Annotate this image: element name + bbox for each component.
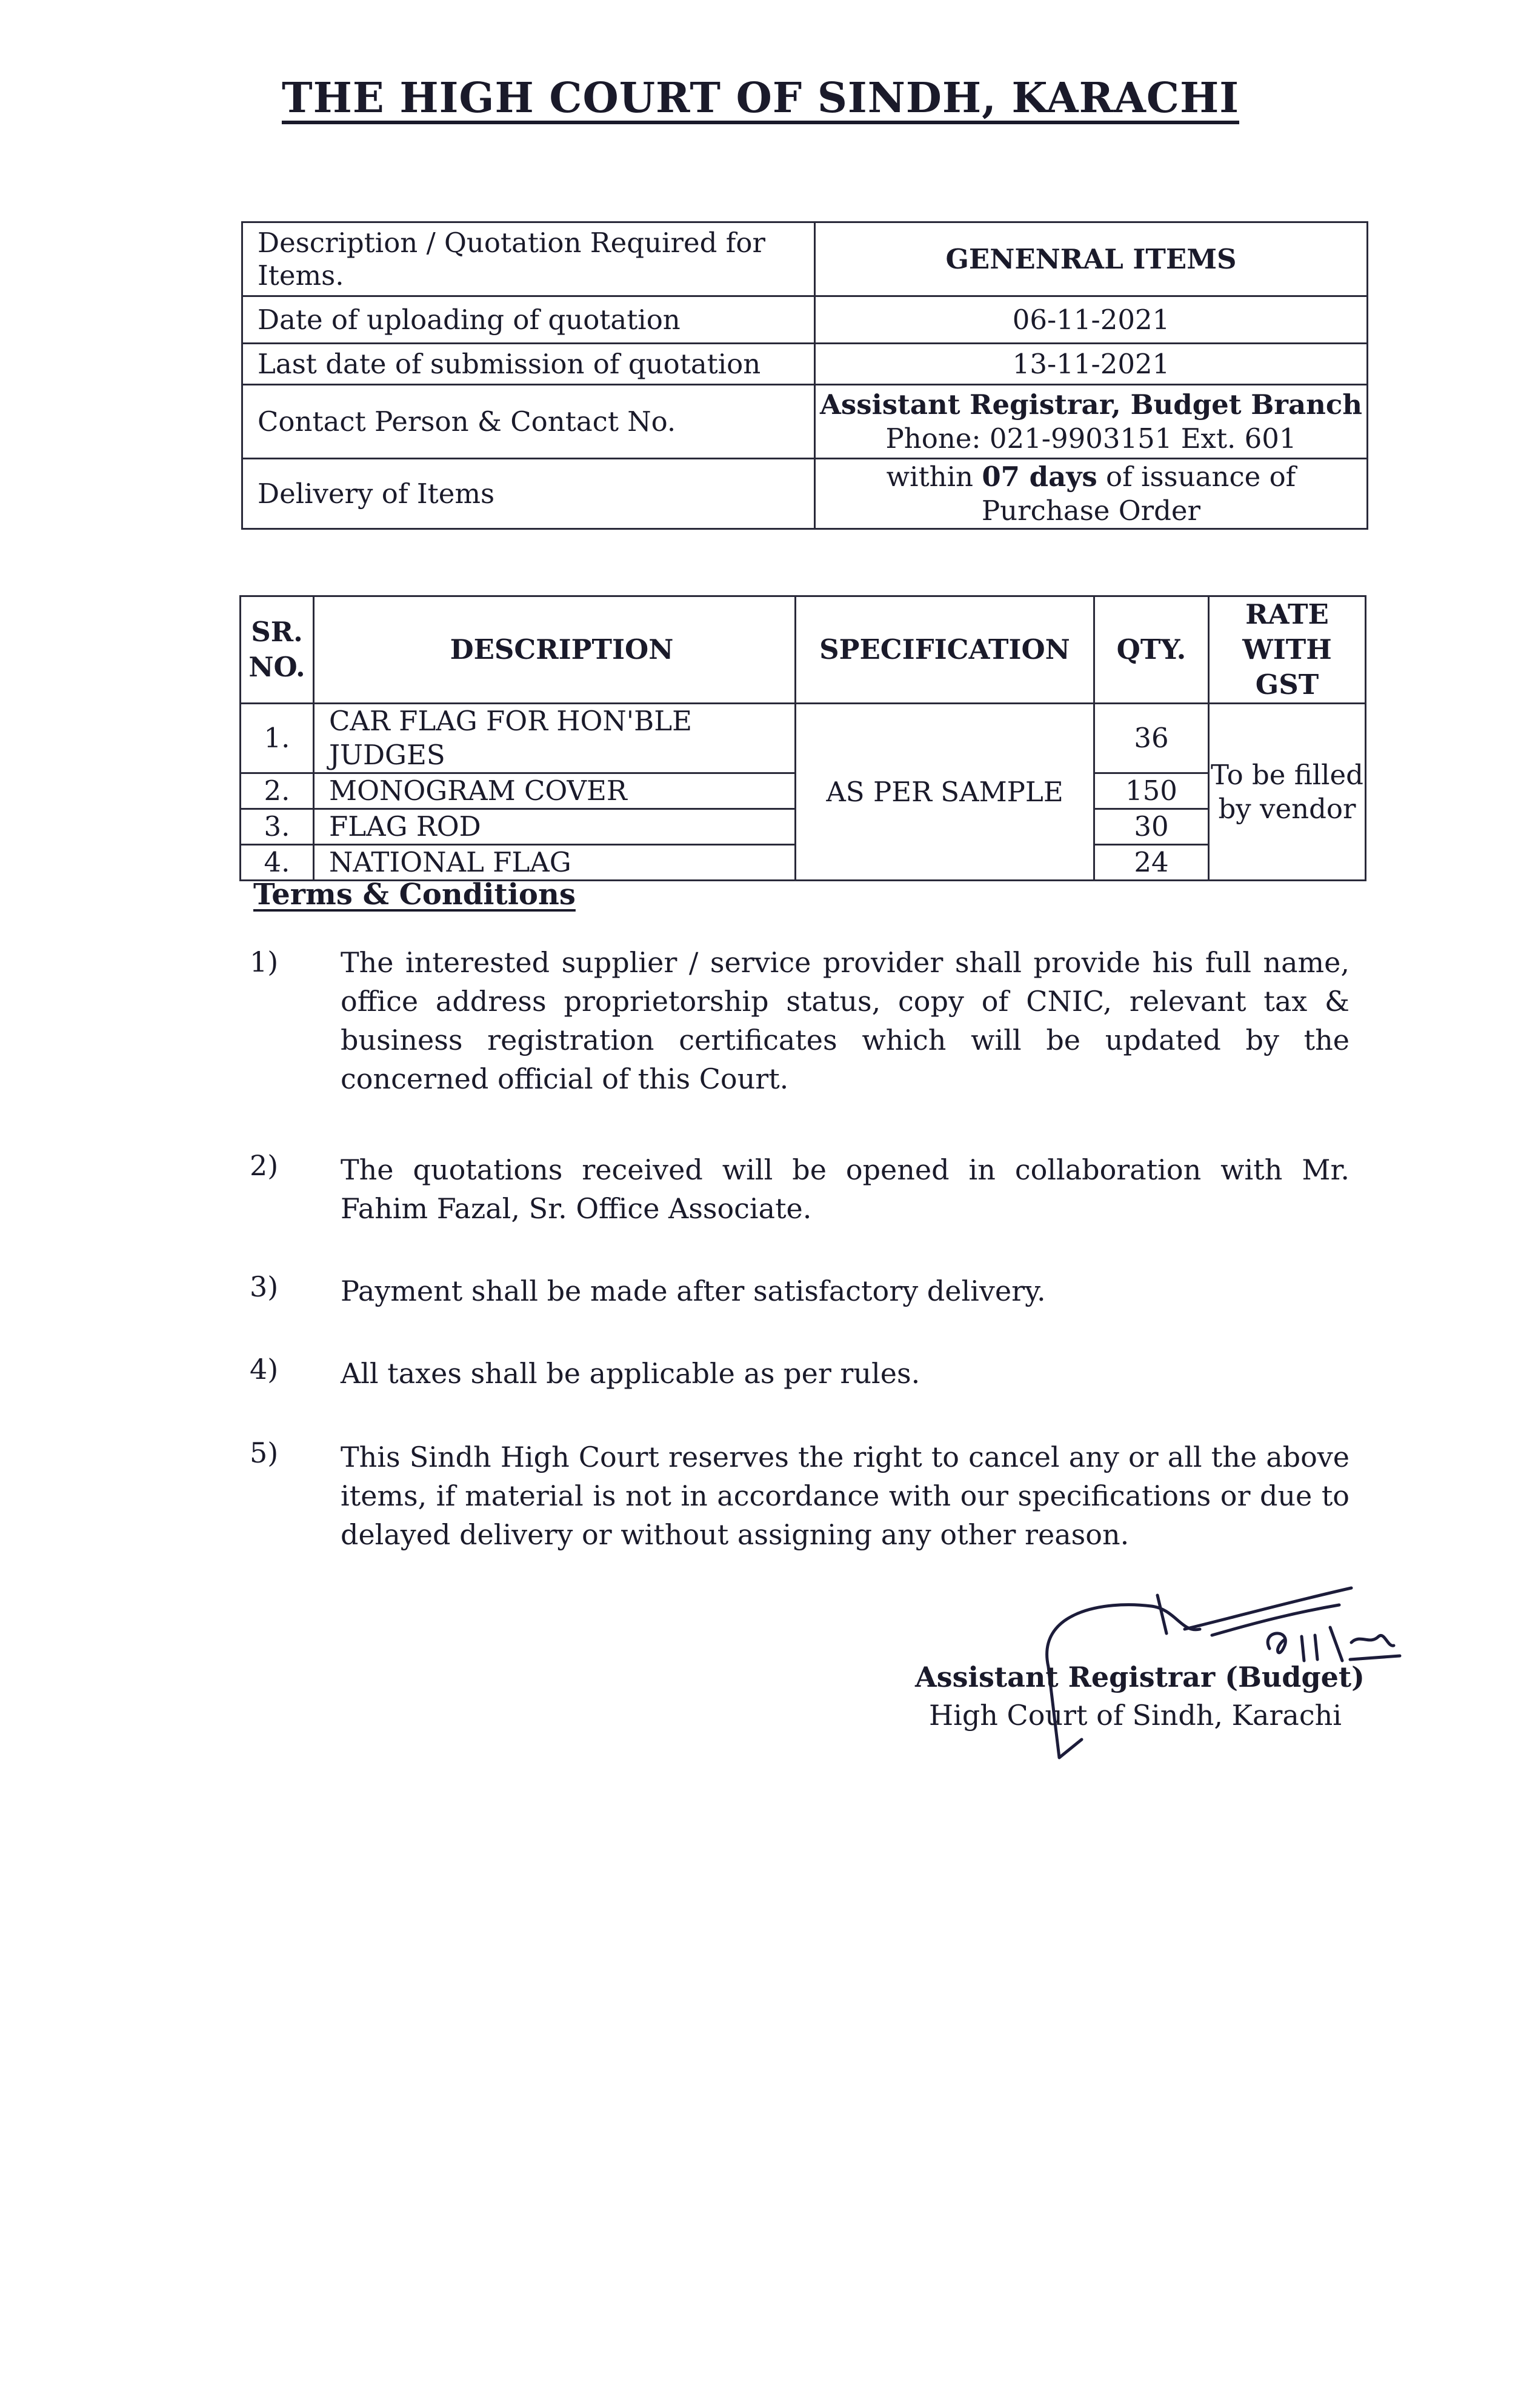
info-value: GENENRAL ITEMS: [815, 222, 1368, 296]
header-sr-line1: SR.: [251, 616, 303, 648]
row-description: NATIONAL FLAG: [314, 845, 796, 881]
row-sr: 4.: [241, 845, 314, 881]
header-specification: SPECIFICATION: [796, 596, 1094, 704]
delivery-days: 07 days: [982, 460, 1097, 493]
row-sr: 1.: [241, 704, 314, 773]
table-row: [242, 296, 1368, 344]
quotation-info-table: [241, 221, 1368, 530]
row-description: FLAG ROD: [314, 809, 796, 845]
term-number: 5): [250, 1436, 279, 1469]
header-description: DESCRIPTION: [314, 596, 796, 704]
delivery-pre: within: [886, 460, 982, 493]
info-value: 06-11-2021: [815, 296, 1368, 344]
info-value: [815, 385, 1368, 459]
info-value: [815, 459, 1368, 529]
signatory-title: Assistant Registrar (Budget): [915, 1661, 1365, 1693]
info-label: Delivery of Items: [242, 459, 815, 529]
info-label: Description / Quotation Required for Items.: [242, 222, 815, 296]
row-description: CAR FLAG FOR HON'BLE JUDGES: [314, 704, 796, 773]
signatory-office: High Court of Sindh, Karachi: [929, 1699, 1342, 1732]
term-number: 4): [250, 1353, 279, 1386]
term-text: This Sindh High Court reserves the right to cancel any or all the above items, if material is not in accordance with our specifications or due to delayed delivery or without assigning any other reason.: [341, 1441, 1350, 1551]
delivery-line: [816, 460, 1366, 494]
rate-line1: To be filled: [1211, 758, 1363, 791]
row-description: MONOGRAM COVER: [314, 773, 796, 809]
term-text: The quotations received will be opened in collaboration with Mr. Fahim Fazal, Sr. Office Associate.: [341, 1153, 1350, 1225]
row-qty: 30: [1094, 809, 1209, 845]
specification-cell: AS PER SAMPLE: [796, 704, 1094, 881]
term-number: 3): [250, 1270, 279, 1303]
rate-line2: by vendor: [1218, 792, 1356, 825]
header-rate-line2: WITH GST: [1242, 633, 1332, 701]
term-text: Payment shall be made after satisfactory delivery.: [341, 1275, 1046, 1307]
row-sr: 2.: [241, 773, 314, 809]
table-row: [242, 222, 1368, 296]
terms-heading: Terms & Conditions: [253, 878, 576, 912]
delivery-line2: Purchase Order: [981, 494, 1201, 527]
header-rate-line1: RATE: [1245, 598, 1329, 630]
table-row: [242, 459, 1368, 529]
table-row: [242, 385, 1368, 459]
rate-cell: [1209, 704, 1366, 881]
row-qty: 150: [1094, 773, 1209, 809]
table-row: [241, 704, 1366, 773]
table-header-row: [241, 596, 1366, 704]
info-label: Last date of submission of quotation: [242, 344, 815, 385]
document-title: THE HIGH COURT OF SINDH, KARACHI: [281, 74, 1240, 122]
term-number: 2): [250, 1149, 279, 1182]
table-row: [242, 344, 1368, 385]
term-text: The interested supplier / service provider shall provide his full name, office address proprietorship status, copy of CNIC, relevant tax & business registration certificates which will be updated by the concerned official of this Court.: [341, 946, 1350, 1095]
delivery-post: of issuance of: [1097, 460, 1296, 493]
contact-person: Assistant Registrar, Budget Branch: [820, 388, 1362, 421]
contact-phone: Phone: 021-9903151 Ext. 601: [885, 422, 1297, 455]
term-number: 1): [250, 946, 279, 978]
header-rate: [1209, 596, 1366, 704]
info-label: Contact Person & Contact No.: [242, 385, 815, 459]
header-qty: QTY.: [1094, 596, 1209, 704]
row-qty: 24: [1094, 845, 1209, 881]
header-sr: [241, 596, 314, 704]
term-text: All taxes shall be applicable as per rules.: [341, 1357, 920, 1390]
info-value: 13-11-2021: [815, 344, 1368, 385]
info-label: Date of uploading of quotation: [242, 296, 815, 344]
row-sr: 3.: [241, 809, 314, 845]
row-qty: 36: [1094, 704, 1209, 773]
header-sr-line2: NO.: [248, 651, 305, 683]
items-table: [239, 595, 1366, 881]
